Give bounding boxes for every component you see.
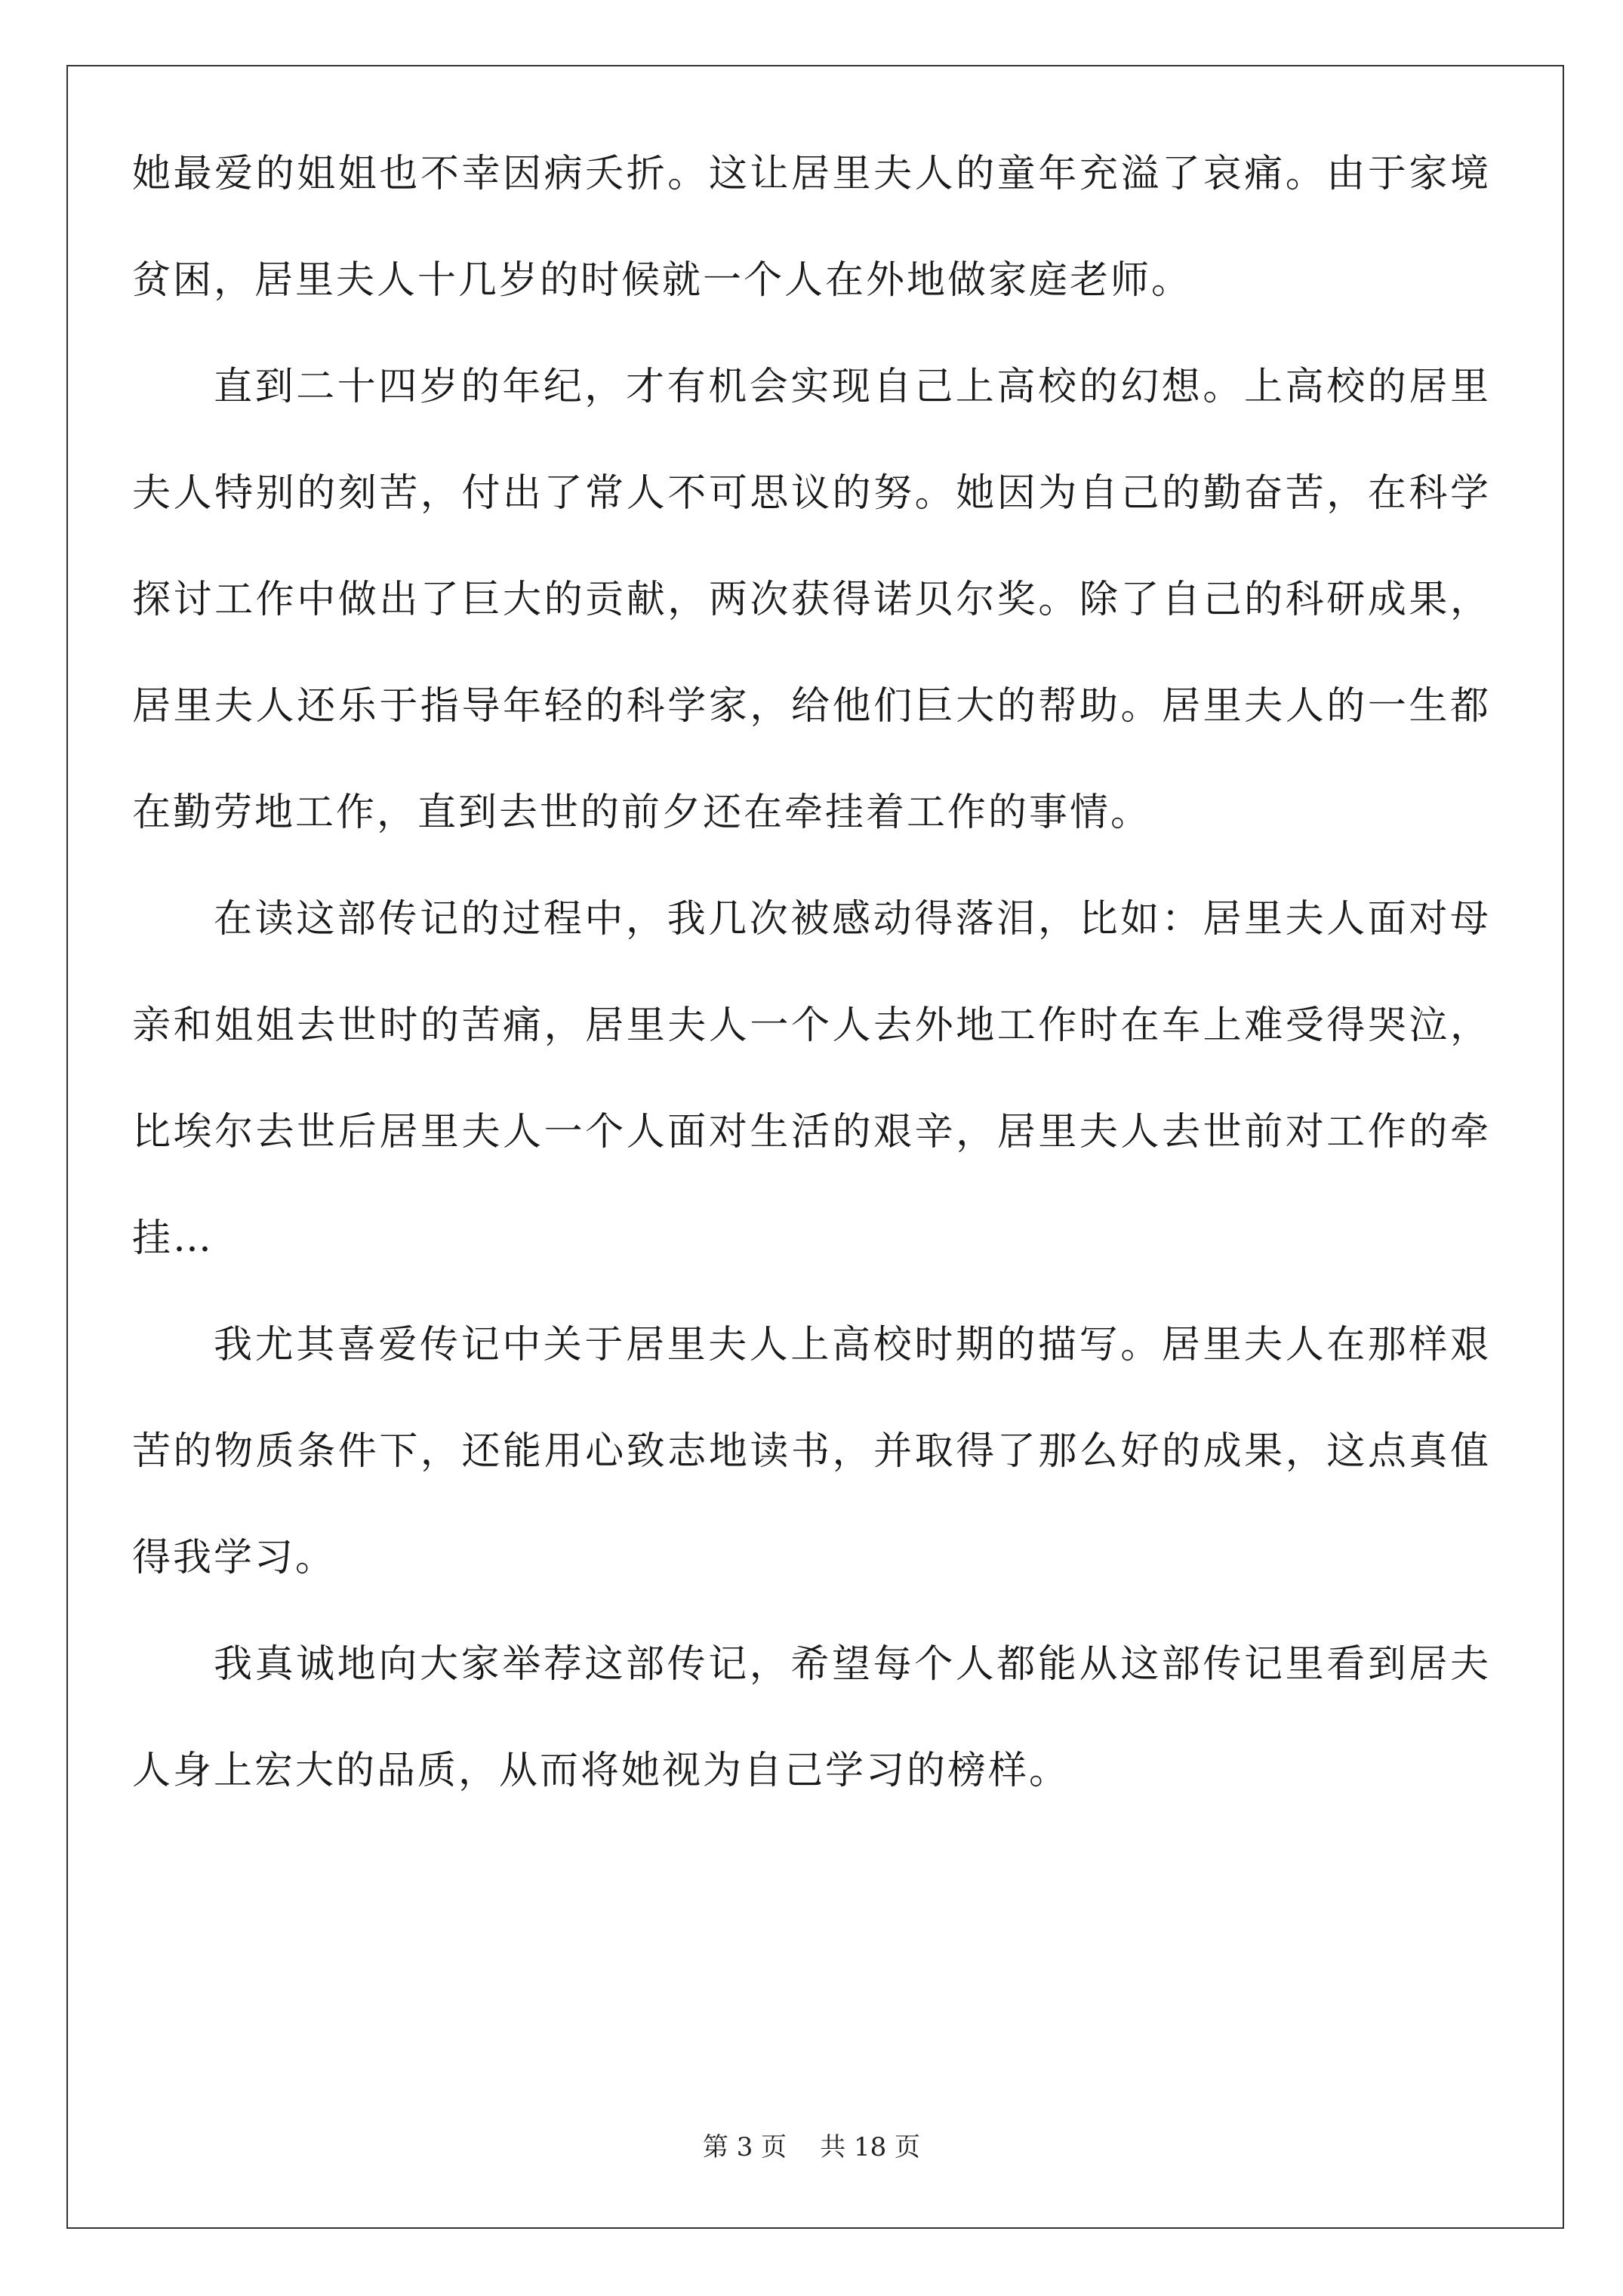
page-total: 共 18 页 (820, 2132, 921, 2162)
document-body (132, 121, 1491, 1824)
page-number: 第 3 页 (702, 2132, 787, 2162)
paragraph-4: 我尤其喜爱传记中关于居里夫人上高校时期的描写。居里夫人在那样艰苦的物质条件下，还能用心致志地读书，并取得了那么好的成果，这点真值得我学习。 (132, 1323, 1491, 1580)
paragraph-1: 她最爱的姐姐也不幸因病夭折。这让居里夫人的童年充溢了哀痛。由于家境贫困，居里夫人十几岁的时候就一个人在外地做家庭老师。 (132, 152, 1491, 303)
paragraph-3: 在读这部传记的过程中，我几次被感动得落泪，比如：居里夫人面对母亲和姐姐去世时的苦痛，居里夫人一个人去外地工作时在车上难受得哭泣，比埃尔去世后居里夫人一个人面对生活的艰辛，居里夫人去世前对工作的牵挂… (132, 897, 1491, 1261)
paragraph-2: 直到二十四岁的年纪，才有机会实现自己上高校的幻想。上高校的居里夫人特别的刻苦，付出了常人不可思议的努。她因为自己的勤奋苦，在科学探讨工作中做出了巨大的贡献，两次获得诺贝尔奖。除了自己的科研成果，居里夫人还乐于指导年轻的科学家，给他们巨大的帮助。居里夫人的一生都在勤劳地工作，直到去世的前夕还在牵挂着工作的事情。 (132, 365, 1491, 835)
paragraph-5: 我真诚地向大家举荐这部传记，希望每个人都能从这部传记里看到居夫人身上宏大的品质，从而将她视为自己学习的榜样。 (132, 1642, 1491, 1793)
page-footer (0, 2132, 1623, 2162)
